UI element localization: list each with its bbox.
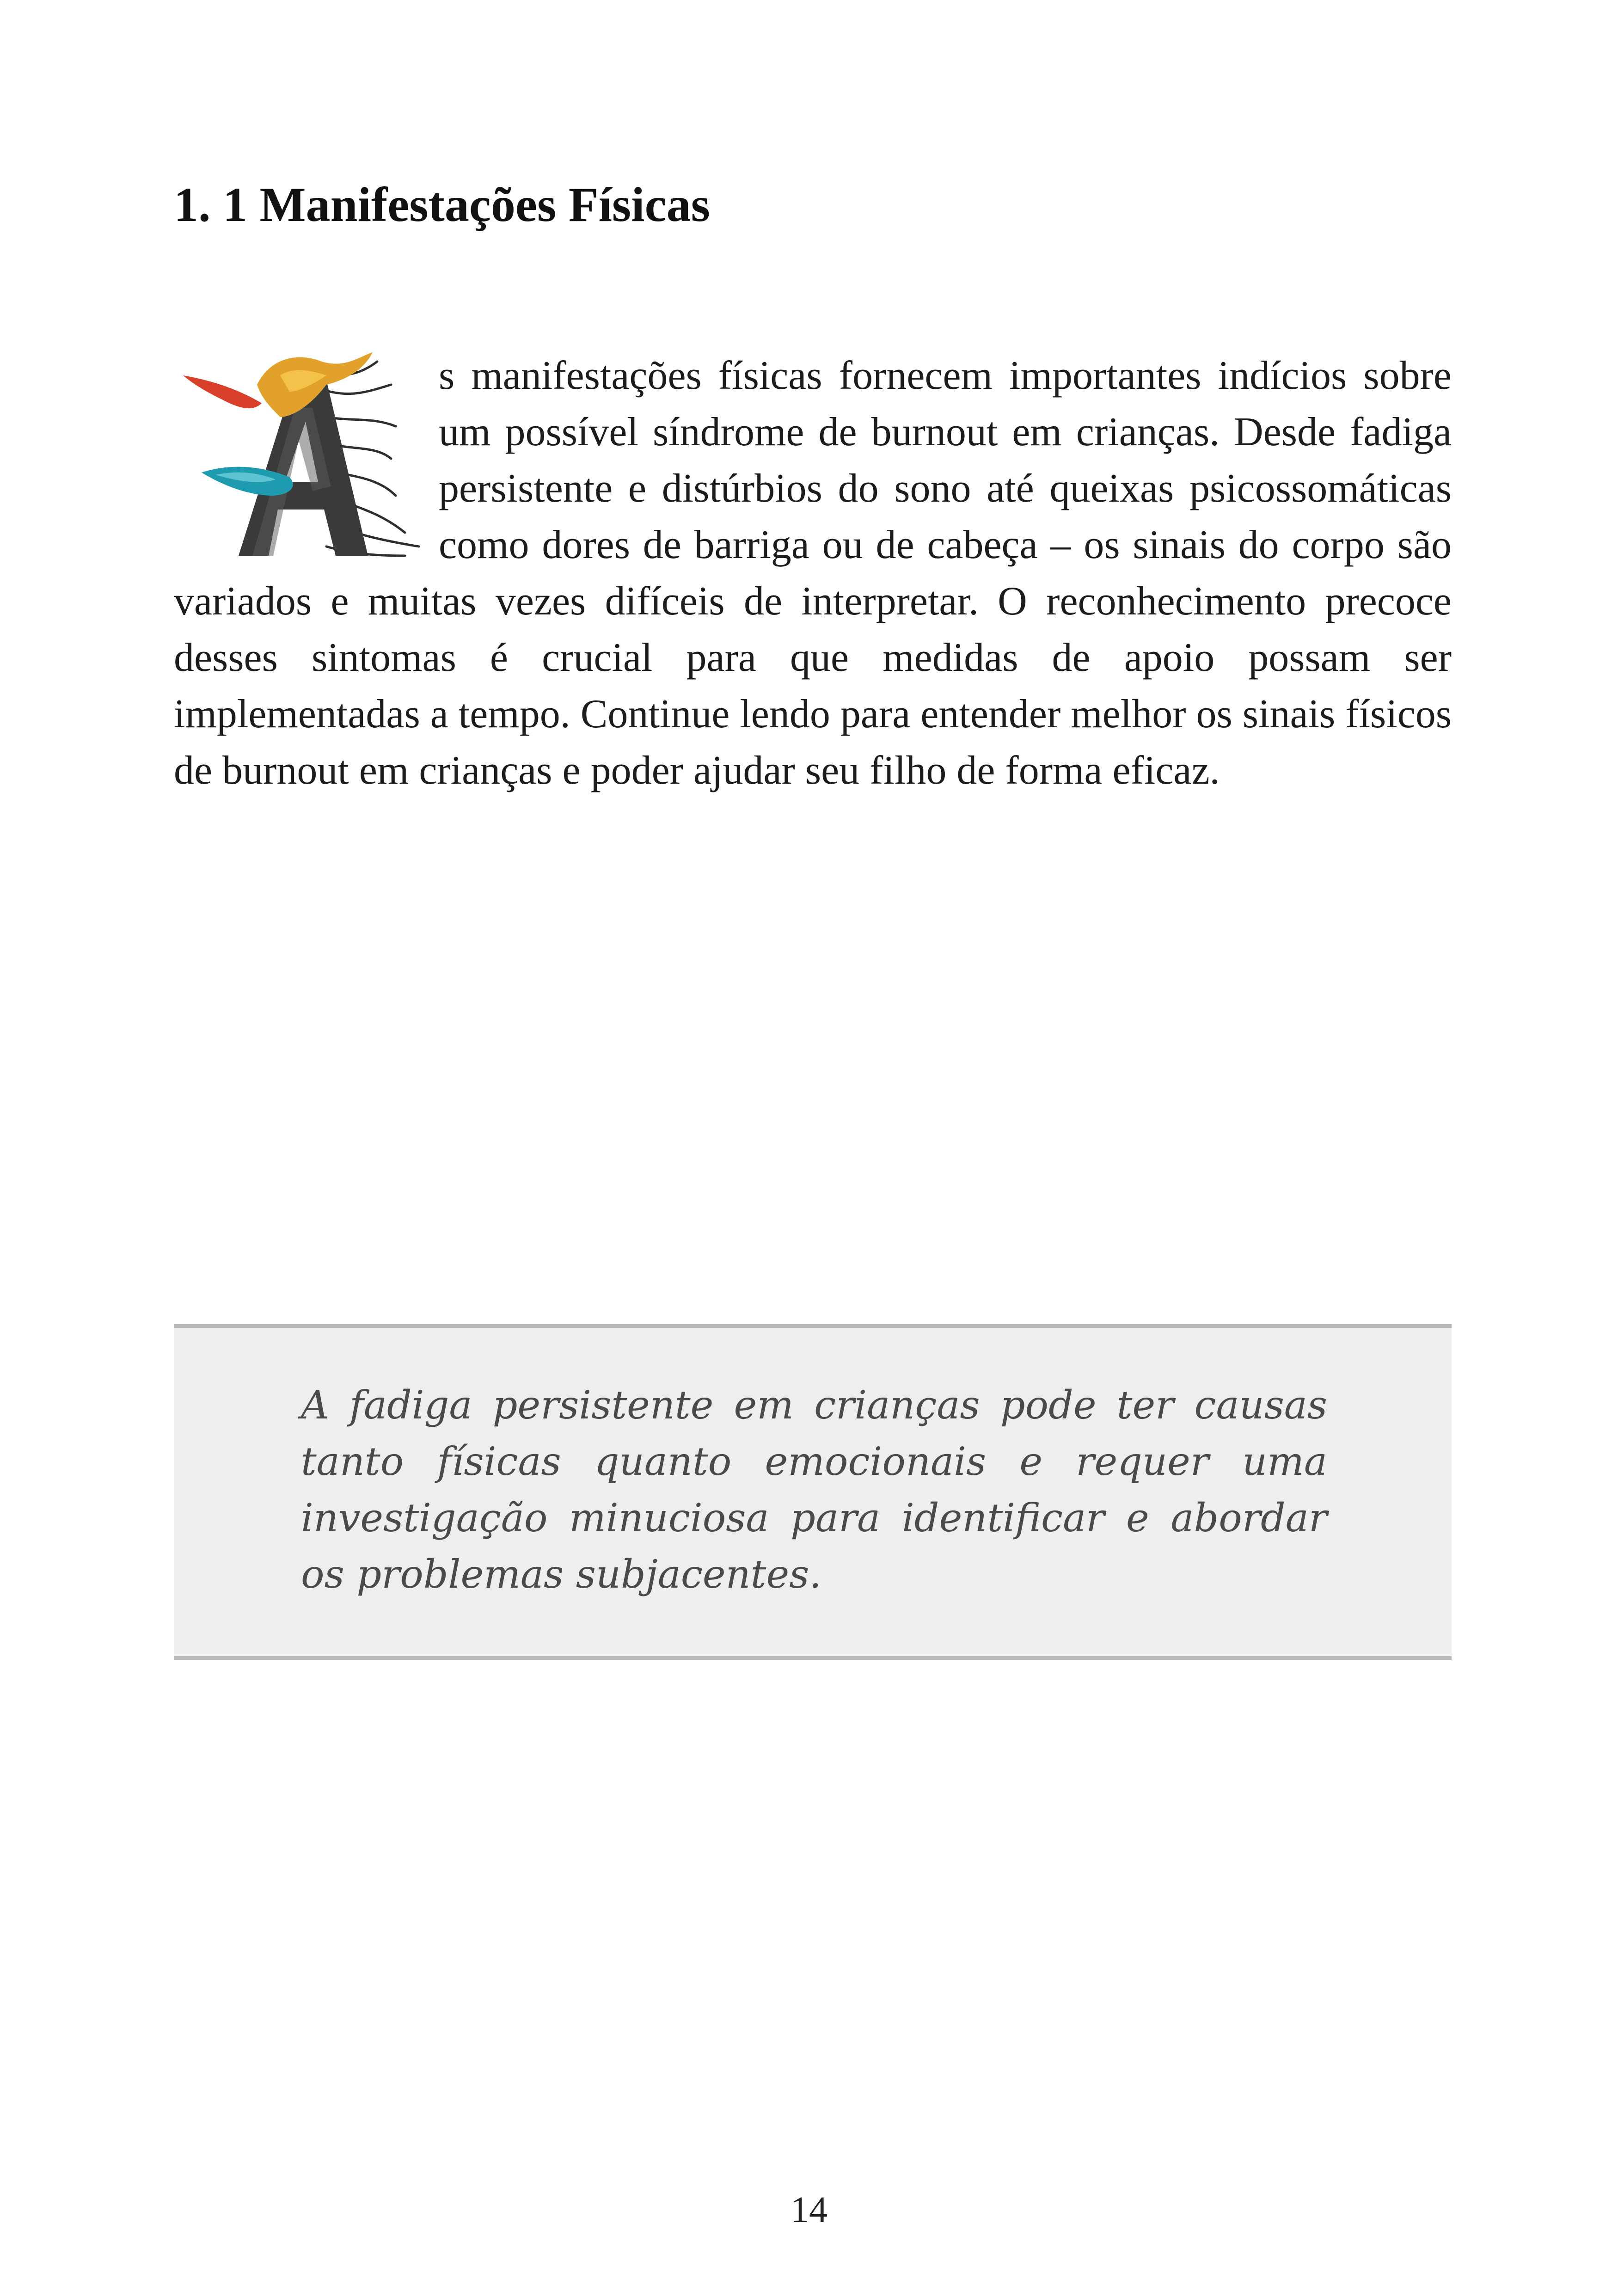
page-number: 14 (791, 2190, 827, 2230)
callout-text: A fadiga persistente em crianças pode ter causas tanto físicas quanto emocionais e requer uma investigação minuciosa para identificar e abordar os problemas subjacentes. (301, 1382, 1327, 1597)
callout-box (174, 1324, 1452, 1660)
intro-text: s manifestações físicas fornecem importantes indícios sobre um possível síndrome de burnout em crianças. Desde fadiga persistente e distúrbios do sono até queixas psicossomáticas como dores de barriga ou de cabeça – os sinais do corpo são variados e muitas vezes difíceis de interpretar. O reconhecimento precoce desses sintomas é crucial para que medidas de apoio possam ser implementadas a tempo. Continue lendo para entender melhor os sinais físicos de burnout em crianças e poder ajudar seu filho de forma eficaz. (174, 353, 1452, 793)
intro-paragraph (174, 348, 1452, 799)
decorative-letter-a-icon (174, 348, 426, 565)
section-heading: 1. 1 Manifestações Físicas (174, 178, 710, 232)
